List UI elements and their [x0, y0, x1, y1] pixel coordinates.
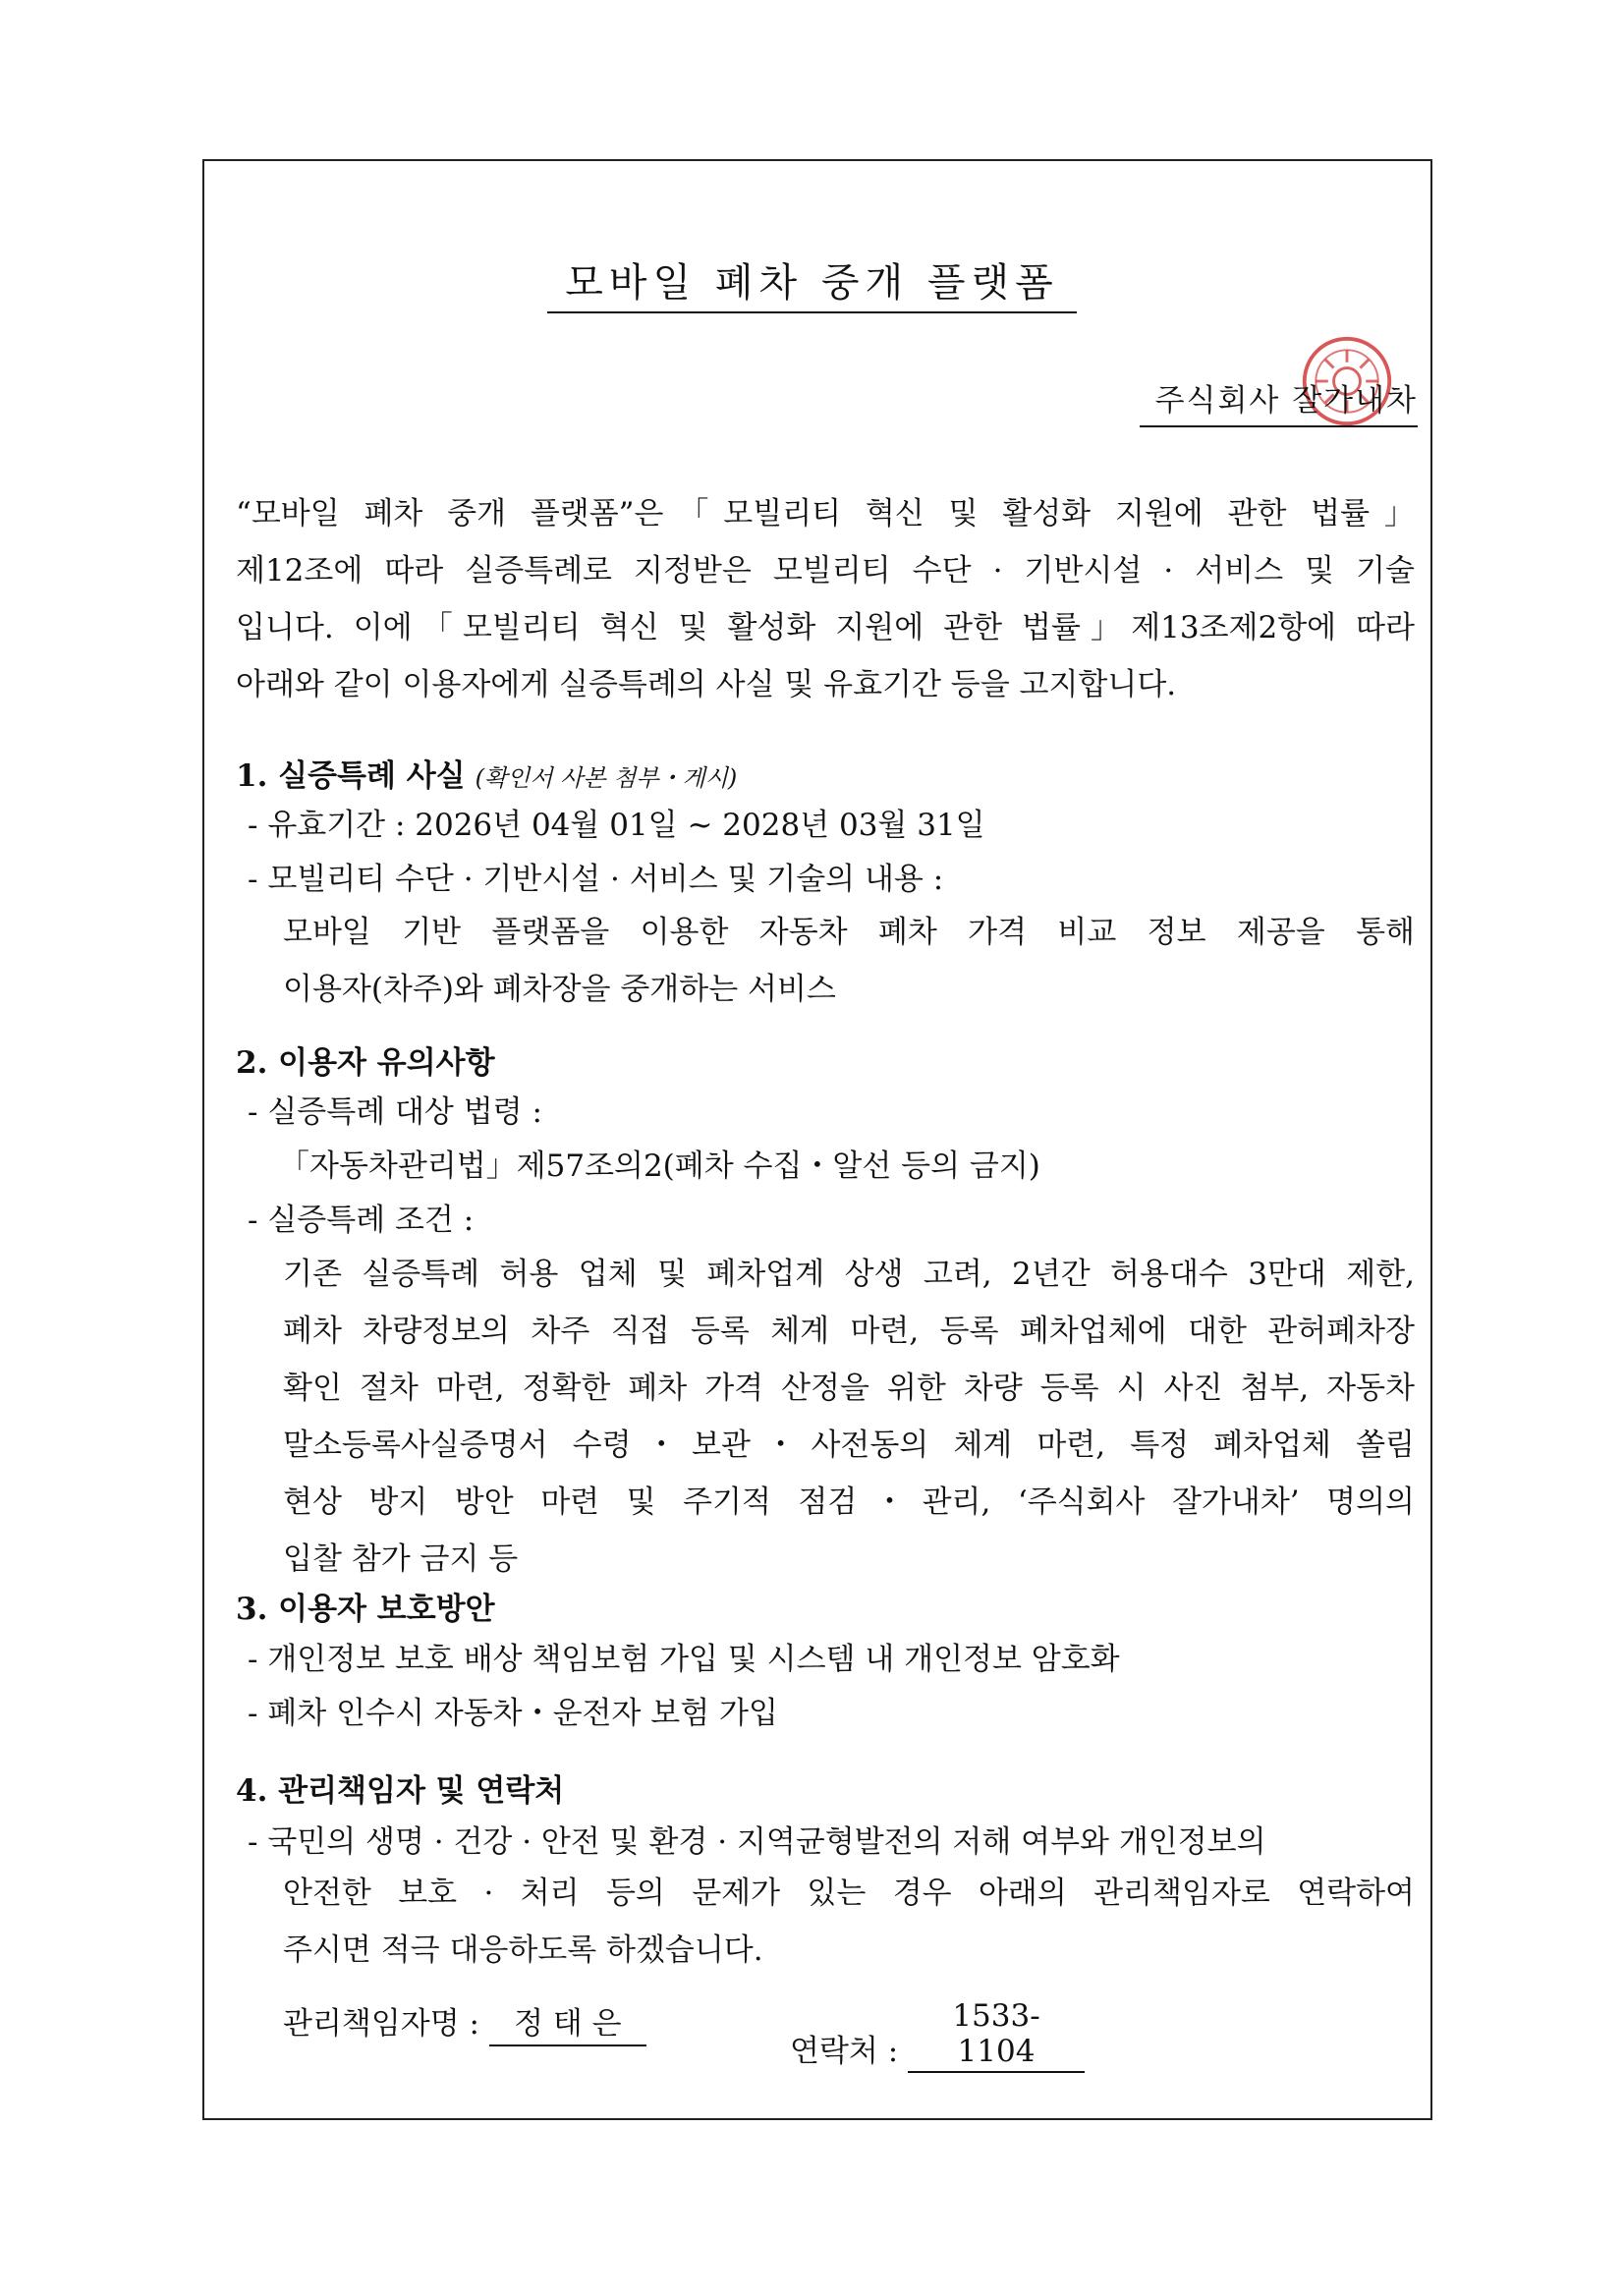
manager-contact-value: 1533-1104	[908, 1998, 1085, 2073]
manager-name-label: 관리책임자명 :	[283, 2006, 479, 2042]
section-1-item-validity: - 유효기간 : 2026년 04월 01일 ~ 2028년 03월 31일	[248, 808, 985, 843]
title-wrap	[0, 252, 1624, 313]
document-title: 모바일 폐차 중개 플랫폼	[547, 252, 1077, 313]
section-4-title: 4. 관리책임자 및 연락처	[236, 1773, 565, 1809]
detail-line: 기존 실증특례 허용 업체 및 폐차업계 상생 고려, 2년간 허용대수 3만대 제한,	[283, 1257, 1415, 1292]
section-3-title: 3. 이용자 보호방안	[236, 1592, 495, 1627]
manager-contact-label: 연락처 :	[790, 2034, 899, 2069]
detail-line: 말소등록사실증명서 수령・보관・사전동의 체계 마련, 특정 폐차업체 쏠림	[283, 1428, 1415, 1463]
intro-line: 제12조에 따라 실증특례로 지정받은 모빌리티 수단 · 기반시설 · 서비스 및 기술	[236, 553, 1415, 588]
intro-line: 아래와 같이 이용자에게 실증특례의 사실 및 유효기간 등을 고지합니다.	[236, 667, 1177, 702]
section-2-title: 2. 이용자 유의사항	[236, 1045, 495, 1081]
detail-line: 이용자(차주)와 폐차장을 중개하는 서비스	[283, 972, 836, 1007]
detail-line: 폐차 차량정보의 차주 직접 등록 체계 마련, 등록 폐차업체에 대한 관허폐차장	[283, 1314, 1415, 1349]
detail-line: 안전한 보호 · 처리 등의 문제가 있는 경우 아래의 관리책임자로 연락하여	[283, 1876, 1415, 1911]
section-1-title	[236, 751, 737, 795]
detail-line: 현상 방지 방안 마련 및 주기적 점검・관리, ‘주식회사 잘가내차’ 명의의	[283, 1484, 1415, 1520]
section-4-detail	[283, 1865, 1415, 1979]
manager-contact-row	[790, 1998, 1085, 2073]
detail-line: 주시면 적극 대응하도록 하겠습니다.	[283, 1932, 763, 1968]
section-1-detail	[283, 904, 1415, 1018]
intro-line: “모바일 폐차 중개 플랫폼”은「모빌리티 혁신 및 활성화 지원에 관한 법률」	[236, 496, 1415, 532]
section-1-heading: 1. 실증특례 사실	[236, 758, 466, 794]
detail-line: 확인 절차 마련, 정확한 폐차 가격 산정을 위한 차량 등록 시 사진 첨부, 자동차	[283, 1371, 1415, 1406]
section-2-detail	[283, 1246, 1415, 1588]
intro-paragraph	[236, 485, 1415, 713]
detail-line: 모바일 기반 플랫폼을 이용한 자동차 폐차 가격 비교 정보 제공을 통해	[283, 915, 1415, 950]
section-2-law-line: 「자동차관리법」제57조의2(폐차 수집・알선 등의 금지)	[279, 1148, 1040, 1184]
section-1-note: (확인서 사본 첨부・게시)	[475, 764, 738, 792]
manager-name-value: 정 태 은	[489, 1998, 646, 2046]
manager-name-row	[283, 1998, 646, 2046]
company-name: 주식회사 잘가내차	[1140, 375, 1418, 427]
section-2-item-law: - 실증특례 대상 법령 :	[248, 1094, 542, 1130]
section-4-item: - 국민의 생명 · 건강 · 안전 및 환경 · 지역균형발전의 저해 여부와 개인정보의	[248, 1824, 1266, 1860]
section-2-item-conditions: - 실증특례 조건 :	[248, 1203, 475, 1238]
intro-line: 입니다. 이에「모빌리티 혁신 및 활성화 지원에 관한 법률」제13조제2항에 따라	[236, 610, 1415, 645]
section-3-item: - 폐차 인수시 자동차・운전자 보험 가입	[248, 1696, 778, 1731]
detail-line: 입찰 참가 금지 등	[283, 1541, 519, 1577]
section-1-item-content: - 모빌리티 수단 · 기반시설 · 서비스 및 기술의 내용 :	[248, 862, 944, 897]
section-3-item: - 개인정보 보호 배상 책임보험 가입 및 시스템 내 개인정보 암호화	[248, 1642, 1120, 1677]
